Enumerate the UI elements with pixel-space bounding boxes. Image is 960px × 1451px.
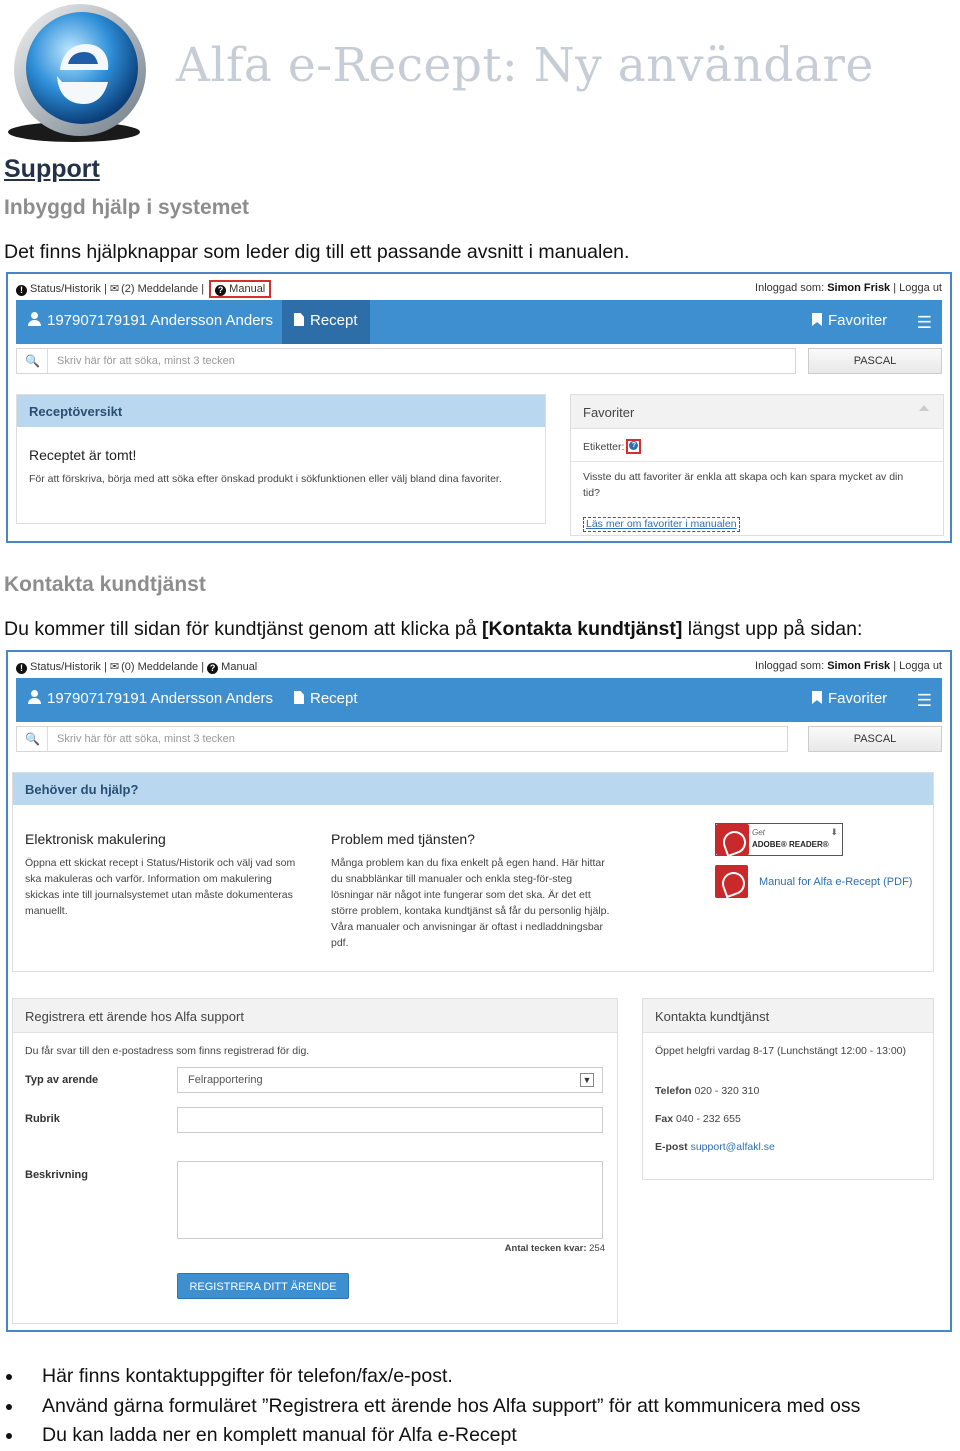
email-link[interactable]: support@alfakl.se: [690, 1141, 775, 1153]
paragraph-help-buttons: Det finns hjälpknappar som leder dig till ett passande avsnitt i manualen.: [4, 241, 630, 263]
opening-hours: Öppet helgfri vardag 8-17 (Lunchstängt 12:00 - 13:00): [655, 1045, 906, 1057]
paragraph-contact: [4, 618, 862, 641]
subheading-kontakta-kundtjanst: Kontakta kundtjänst: [4, 573, 206, 596]
search-icon: 🔍: [25, 732, 40, 746]
info-icon: !: [16, 285, 27, 296]
subheading-inbyggd-hjalp: Inbyggd hjälp i systemet: [4, 196, 250, 219]
alfa-e-logo-icon: [4, 4, 150, 146]
manual-link[interactable]: Manual: [229, 283, 266, 295]
problem-text: Många problem kan du fixa enkelt på egen hand. Här hittar du snabblänkar till manualer och enkla steg-för-steg lösningar när något inte fungerar som det ska. Är det ett större problem, kontaka kundtjänst så får du personlig hjälp. Våra manualer och anvisningar är oftast i nedladdningsbar pdf.: [331, 857, 610, 949]
phone-label: Telefon: [655, 1085, 692, 1097]
user-name: Simon Frisk: [827, 282, 891, 294]
phone-row: [655, 1083, 759, 1099]
help-panel: [12, 772, 934, 972]
email-label: E-post: [655, 1141, 688, 1153]
makulering-title: Elektronisk makulering: [25, 831, 166, 847]
register-ticket-header: Registrera ett ärende hos Alfa support: [13, 999, 617, 1033]
logout-link[interactable]: Logga ut: [899, 282, 942, 294]
manual-pdf-link[interactable]: Manual for Alfa e-Recept (PDF): [759, 876, 913, 888]
logged-in-label: Inloggad som:: [755, 282, 825, 294]
description-textarea[interactable]: [177, 1161, 603, 1239]
empty-recipe-text: För att förskriva, börja med att söka efter önskad produkt i sökfunktionen eller välj bland dina favoriter.: [29, 473, 502, 485]
patient-label: 197907179191 Andersson Anders: [47, 312, 274, 329]
document-icon: [294, 313, 304, 326]
chars-remaining-label: Antal tecken kvar:: [504, 1243, 587, 1254]
bookmark-icon: [812, 313, 822, 326]
contact-header: Kontakta kundtjänst: [643, 999, 933, 1033]
patient-label: 197907179191 Andersson Anders: [47, 690, 274, 707]
register-intro: Du får svar till den e-postadress som finns registrerad för dig.: [25, 1045, 310, 1057]
receptoversikt-panel: [16, 394, 546, 524]
paragraph-contact-pre: Du kommer till sidan för kundtjänst genom att klicka på: [4, 618, 482, 640]
screenshot-customer-service: [6, 650, 952, 1332]
pdf-icon: [715, 865, 748, 898]
etiketter-label: Etiketter:: [583, 441, 625, 453]
envelope-icon: ✉: [109, 283, 120, 295]
list-item: Använd gärna formuläret ”Registrera ett ärende hos Alfa support” för att kommunicera med oss: [4, 1392, 954, 1422]
adobe-get-label: Get: [752, 828, 765, 837]
top-bar: ! Status/Historik | ✉ (2) Meddelande | ? Manual Inloggad som: Simon Frisk | Logga ut: [16, 280, 942, 298]
menu-icon[interactable]: ☰: [916, 691, 932, 710]
type-select-value: Felrapportering: [188, 1074, 263, 1086]
manual-link[interactable]: Manual: [221, 661, 258, 673]
favoriter-manual-link[interactable]: Läs mer om favoriter i manualen: [583, 517, 740, 532]
help-button-icon[interactable]: [626, 439, 641, 454]
chars-remaining-value: 254: [589, 1243, 605, 1254]
etiketter-row: [583, 439, 641, 455]
recept-tab[interactable]: [282, 678, 370, 722]
info-icon: !: [16, 663, 27, 674]
register-ticket-button[interactable]: REGISTRERA DITT ÄRENDE: [177, 1273, 349, 1299]
favoriter-tab[interactable]: [812, 690, 887, 707]
favoriter-header: [571, 395, 943, 429]
pascal-button[interactable]: PASCAL: [808, 348, 942, 374]
rubrik-label: Rubrik: [25, 1113, 60, 1125]
bullet-list: [4, 1362, 954, 1451]
get-adobe-reader-button[interactable]: [715, 823, 843, 856]
favoriter-label: Favoriter: [828, 690, 888, 707]
register-ticket-panel: [12, 998, 618, 1324]
search-placeholder: Skriv här för att söka, minst 3 tecken: [57, 733, 235, 745]
empty-recipe-title: Receptet är tomt!: [29, 447, 137, 463]
search-placeholder: Skriv här för att söka, minst 3 tecken: [57, 355, 235, 367]
patient-tab[interactable]: [28, 690, 273, 707]
makulering-text: Öppna ett skickat recept i Status/Historik och välj vad som ska makuleras och varför. Information om makulering skickas inte till journalsystemet utan måste dokumenteras manuellt.: [25, 857, 296, 917]
email-row: [655, 1139, 775, 1155]
status-history-link[interactable]: Status/Historik: [30, 283, 101, 295]
pascal-button[interactable]: PASCAL: [808, 726, 942, 752]
recept-label: Recept: [310, 690, 358, 707]
envelope-icon: ✉: [109, 661, 120, 673]
user-name: Simon Frisk: [827, 660, 891, 672]
list-item: Här finns kontaktuppgifter för telefon/fax/e-post.: [4, 1362, 954, 1392]
navigation-bar: [16, 300, 942, 344]
rubrik-input[interactable]: [177, 1107, 603, 1133]
document-icon: [294, 691, 304, 704]
logged-in-label: Inloggad som:: [755, 660, 825, 672]
chevron-up-icon[interactable]: [919, 405, 929, 411]
adobe-reader-label: ADOBE® READER®: [752, 840, 829, 849]
search-input[interactable]: [16, 348, 796, 374]
search-row: [16, 348, 942, 374]
paragraph-contact-bold: [Kontakta kundtjänst]: [481, 618, 683, 640]
recept-tab[interactable]: [282, 300, 370, 344]
fax-row: [655, 1111, 741, 1127]
person-icon: [28, 690, 41, 704]
document-header: [0, 0, 960, 150]
manual-link-highlight[interactable]: [209, 280, 271, 298]
top-bar: ! Status/Historik | ✉ (0) Meddelande | ? Manual Inloggad som: Simon Frisk | Logga ut: [16, 658, 942, 676]
logout-link[interactable]: Logga ut: [899, 660, 942, 672]
adobe-pdf-icon: [716, 824, 749, 855]
type-label: Typ av arende: [25, 1074, 99, 1086]
recept-label: Recept: [310, 312, 358, 329]
chevron-down-icon: ▼: [580, 1073, 594, 1087]
chars-remaining: [505, 1241, 605, 1257]
fax-value: 040 - 232 655: [676, 1113, 741, 1125]
help-icon: ?: [215, 285, 226, 296]
messages-link[interactable]: (2) Meddelande: [121, 283, 199, 295]
messages-link[interactable]: (0) Meddelande: [121, 661, 199, 673]
receptoversikt-header: Receptöversikt: [17, 395, 545, 427]
contact-panel: [642, 998, 934, 1180]
favoriter-tab[interactable]: [812, 312, 887, 329]
section-title-support: Support: [4, 155, 100, 183]
favoriter-header-label: Favoriter: [583, 405, 635, 420]
type-select[interactable]: [177, 1067, 603, 1093]
menu-icon[interactable]: ☰: [916, 313, 932, 332]
person-icon: [28, 312, 41, 326]
help-header: Behöver du hjälp?: [13, 773, 933, 805]
screenshot-help-buttons: [6, 272, 952, 543]
bookmark-icon: [812, 691, 822, 704]
paragraph-contact-post: längst upp på sidan:: [682, 618, 863, 640]
description-label: Beskrivning: [25, 1169, 88, 1181]
favoriter-label: Favoriter: [828, 312, 888, 329]
document-title: Alfa e-Recept: Ny användare: [176, 38, 874, 93]
favoriter-panel: [570, 394, 944, 536]
navigation-bar: [16, 678, 942, 722]
patient-tab[interactable]: [28, 312, 273, 329]
status-history-link[interactable]: Status/Historik: [30, 661, 101, 673]
phone-value: 020 - 320 310: [694, 1085, 760, 1097]
list-item: Du kan ladda ner en komplett manual för Alfa e-Recept: [4, 1421, 954, 1451]
fax-label: Fax: [655, 1113, 674, 1125]
search-icon: 🔍: [25, 354, 40, 368]
help-icon: ?: [207, 663, 218, 674]
search-row: [16, 726, 942, 752]
favoriter-info-text: Visste du att favoriter är enkla att skapa och kan spara mycket av din tid?: [583, 471, 904, 499]
problem-title: Problem med tjänsten?: [331, 831, 475, 847]
search-input[interactable]: [16, 726, 788, 752]
download-arrow-icon: ⬇: [830, 827, 838, 837]
